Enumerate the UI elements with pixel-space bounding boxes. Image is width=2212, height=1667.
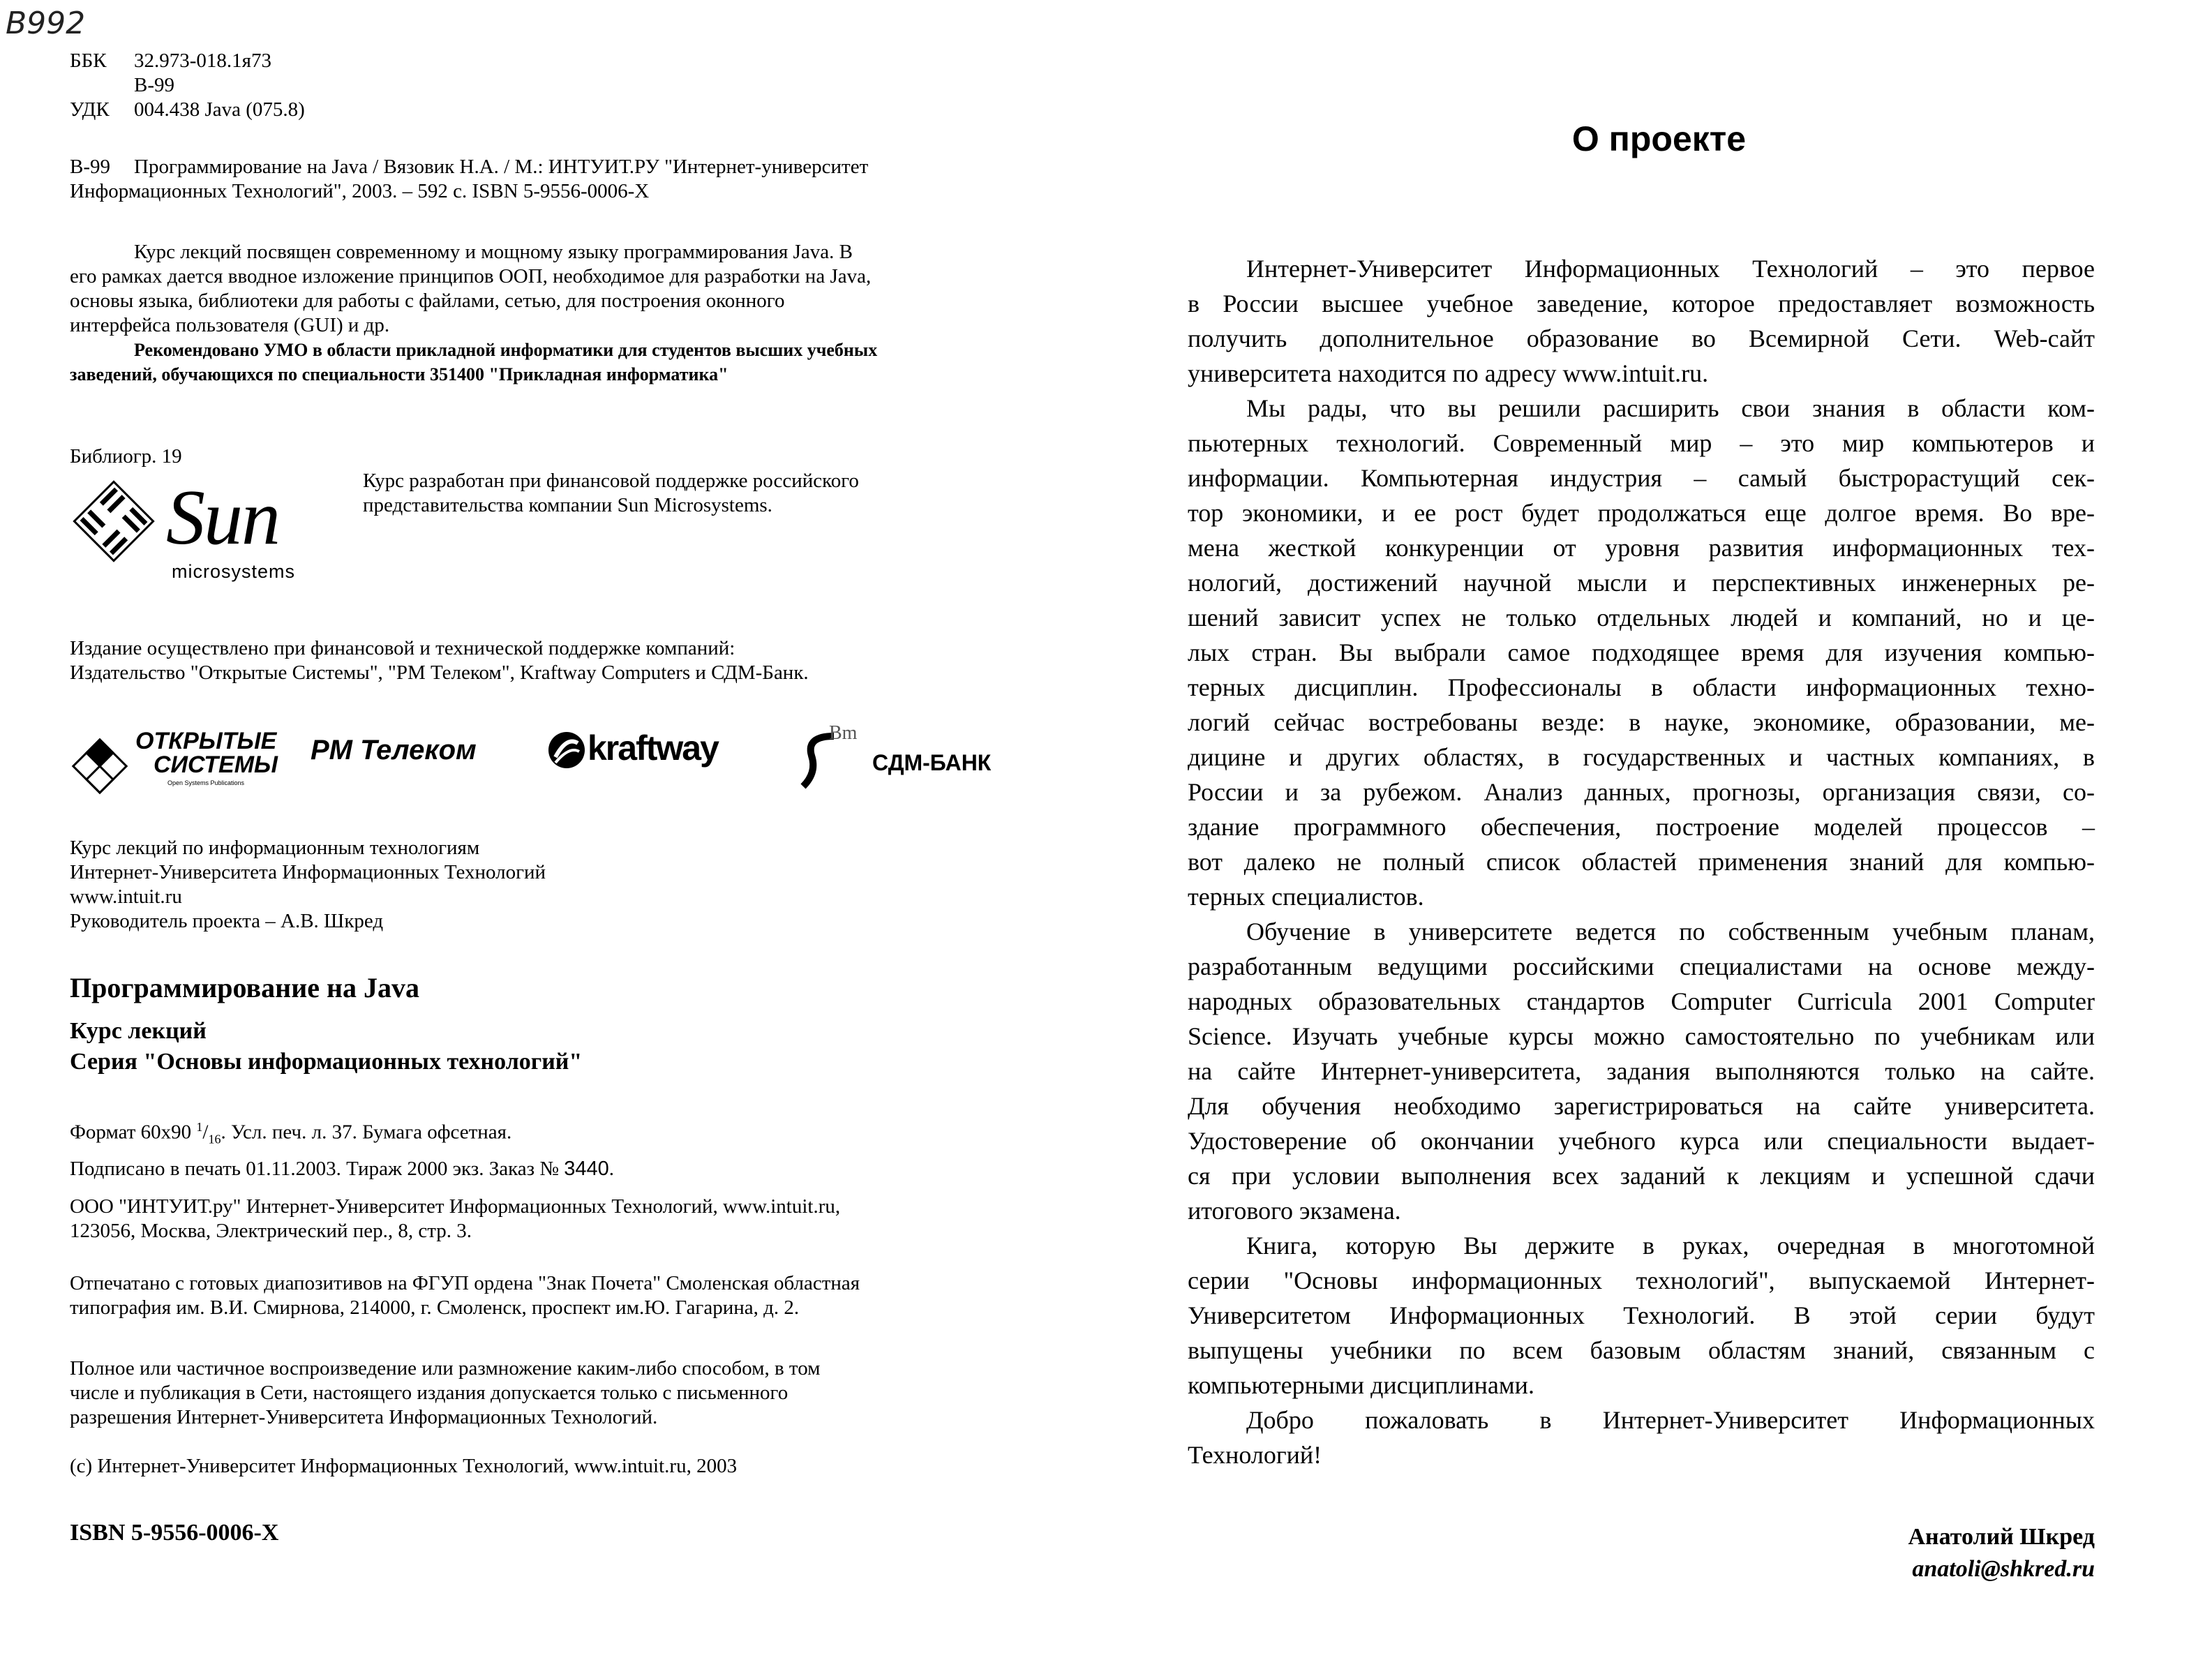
- classification-block: [70, 49, 305, 122]
- paragraph-line: на сайте Интернет-университета, задания выполняются только на сайте.: [1188, 1057, 2095, 1085]
- paragraph-line: дицине и других областях, в государственных и частных компаниях, в: [1188, 743, 2095, 771]
- paragraph-2: [1188, 391, 2095, 914]
- open-systems-line2: СИСТЕМЫ: [154, 752, 278, 778]
- paragraph-line: России и за рубежом. Анализ данных, прогнозы, организация связи, со-: [1188, 778, 2095, 806]
- format-frac-num: 1: [196, 1120, 203, 1134]
- udk-label: УДК: [70, 98, 110, 121]
- sun-text-line: представительства компании Sun Microsystems.: [363, 494, 772, 516]
- signed-text-end: .: [608, 1158, 614, 1181]
- signed-line: [70, 1157, 614, 1181]
- biblio-line-1: Программирование на Java / Вязовик Н.А. / М.: ИНТУИТ.РУ "Интернет-университет: [134, 156, 869, 178]
- recommendation-line: Рекомендовано УМО в области прикладной информатики для студентов высших учебных: [134, 340, 878, 360]
- printing-line: типография им. В.И. Смирнова, 214000, г. Смоленск, проспект им.Ю. Гагарина, д. 2.: [70, 1296, 800, 1319]
- paragraph-5: [1188, 1403, 2095, 1472]
- course-info-line: Курс лекций по информационным технологиям: [70, 837, 480, 859]
- page-title: О проекте: [1571, 119, 1747, 158]
- abstract: [70, 240, 1043, 387]
- format-block: [70, 1115, 614, 1181]
- paragraph-line: Удостоверение об окончании учебного курса или специальности выдает-: [1188, 1127, 2095, 1155]
- paragraph-line: серии "Основы информационных технологий", выпускаемой Интернет-: [1188, 1266, 2095, 1294]
- rm-telecom-logo: РМ Телеком: [311, 735, 477, 765]
- support-line: Издание осуществлено при финансовой и технической поддержке компаний:: [70, 637, 735, 659]
- copyright-line: Полное или частичное воспроизведение или размножение каким-либо способом, в том: [70, 1357, 821, 1380]
- paragraph-line: Добро пожаловать в Интернет-Университет Информационных: [1246, 1406, 2095, 1434]
- paragraph-3: [1188, 914, 2095, 1228]
- paragraph-line: получить дополнительное образование во Всемирной Сети. Web-сайт: [1188, 324, 2095, 352]
- signature-name: Анатолий Шкред: [1908, 1524, 2095, 1550]
- format-frac-den: 16: [208, 1132, 221, 1146]
- paragraph-line: логий сейчас востребованы везде: в науке, экономике, образовании, ме-: [1188, 708, 2095, 736]
- sun-diamond-icon: [68, 476, 159, 567]
- paragraph-line: нологий, достижений научной мысли и перспективных инженерных ре-: [1188, 569, 2095, 597]
- copyright-line: числе и публикация в Сети, настоящего издания допускается только с письменного: [70, 1382, 789, 1404]
- handwritten-mark: B992: [6, 6, 86, 41]
- bbk-label: ББК: [70, 50, 107, 72]
- book-subtitle: Курс лекций: [70, 1018, 207, 1044]
- udk-code: 004.438 Java (075.8): [134, 98, 305, 121]
- copyright-notice: (с) Интернет-Университет Информационных Технологий, www.intuit.ru, 2003: [70, 1455, 738, 1477]
- course-info-line: www.intuit.ru: [70, 885, 182, 908]
- kraftway-logo: kraftway: [588, 728, 718, 768]
- open-systems-cube-icon: [70, 736, 130, 796]
- course-info-line: Руководитель проекта – А.В. Шкред: [70, 910, 384, 932]
- support-text: [70, 636, 809, 685]
- paragraph-line: информации. Компьютерная индустрия – самый быстрорастущий сек-: [1188, 464, 2095, 492]
- printing-info: [70, 1271, 1043, 1320]
- paragraph-line: выпущены учебники по всем базовым областям знаний, связанным с: [1188, 1336, 2095, 1364]
- paragraph-line: мена жесткой конкуренции от уровня развития информационных тех-: [1188, 534, 2095, 562]
- course-info: [70, 836, 546, 934]
- support-line: Издательство "Открытые Системы", "РМ Телеком", Kraftway Computers и СДМ-Банк.: [70, 661, 809, 684]
- sun-logo: [68, 476, 334, 595]
- recommendation-line: заведений, обучающихся по специальности 351400 "Прикладная информатика": [70, 364, 728, 384]
- paragraph-line: лых стран. Вы выбрали самое подходящее время для изучения компью-: [1188, 638, 2095, 666]
- paragraph-line: шений зависит успех не только отдельных людей и компаний, но и це-: [1188, 604, 2095, 631]
- right-page: [1106, 0, 2212, 1667]
- order-number: 3440: [564, 1158, 609, 1181]
- paragraph-line: вот далеко не полный список областей применения знаний для компью-: [1188, 848, 2095, 876]
- sdm-bank-logo: СДМ-БАНК: [872, 750, 992, 775]
- sun-subtitle: microsystems: [172, 561, 296, 582]
- book-title: Программирование на Java: [70, 972, 420, 1003]
- open-systems-line1: ОТКРЫТЫЕ: [135, 728, 277, 754]
- paragraph-line: университета находится по адресу www.intuit.ru.: [1188, 359, 1709, 387]
- format-text-rest: . Усл. печ. л. 37. Бумага офсетная.: [221, 1121, 512, 1144]
- publisher-line: ООО "ИНТУИТ.ру" Интернет-Университет Информационных Технологий, www.intuit.ru,: [70, 1195, 841, 1218]
- paragraph-line: разработанным ведущими российскими специалистами на основе между-: [1188, 952, 2095, 980]
- course-info-line: Интернет-Университета Информационных Технологий: [70, 861, 546, 883]
- paragraph-line: терных дисциплин. Профессионалы в области информационных техно-: [1188, 673, 2095, 701]
- paragraph-line: Мы рады, что вы решили расширить свои знания в области ком-: [1246, 394, 2095, 422]
- paragraph-1: [1188, 251, 2095, 391]
- copyright-line: разрешения Интернет-Университета Информационных Технологий.: [70, 1406, 658, 1428]
- signature-email: anatoli@shkred.ru: [1912, 1556, 2095, 1582]
- abstract-line: основы языка, библиотеки для работы с файлами, сетью, для построения оконного: [70, 290, 785, 312]
- publisher-line: 123056, Москва, Электрический пер., 8, стр. 3.: [70, 1220, 472, 1242]
- open-systems-tagline: Open Systems Publications: [167, 779, 245, 786]
- biblio-count: Библиогр. 19: [70, 445, 182, 468]
- paragraph-line: пьютерных технологий. Современный мир – это мир компьютеров и: [1188, 429, 2095, 457]
- abstract-line: Курс лекций посвящен современному и мощному языку программирования Java. В: [134, 241, 853, 263]
- paragraph-line: ся при условии выполнения всех заданий к лекциям и успешной сдачи: [1188, 1162, 2095, 1190]
- sun-text-line: Курс разработан при финансовой поддержке российского: [363, 470, 859, 492]
- sun-support-text: [363, 469, 859, 518]
- paragraph-line: в России высшее учебное заведение, которое предоставляет возможность: [1188, 290, 2095, 317]
- abstract-line: его рамках дается вводное изложение принципов ООП, необходимое для разработки на Java,: [70, 265, 872, 287]
- copyright-warning: [70, 1356, 1043, 1430]
- paragraph-line: народных образовательных стандартов Computer Curricula 2001 Computer: [1188, 987, 2095, 1015]
- paragraph-line: Технологий!: [1188, 1441, 1322, 1469]
- isbn: ISBN 5-9556-0006-Х: [70, 1520, 279, 1546]
- biblio-code: В-99: [70, 156, 110, 178]
- paragraph-line: Для обучения необходимо зарегистрироваться на сайте университета.: [1188, 1092, 2095, 1120]
- sdm-mark: Bm: [829, 722, 858, 744]
- paragraph-line: компьютерными дисциплинами.: [1188, 1371, 1534, 1399]
- paragraph-line: тор экономики, и ее рост будет продолжаться еще долгое время. Во вре-: [1188, 499, 2095, 527]
- paragraph-line: Science. Изучать учебные курсы можно самостоятельно по учебникам или: [1188, 1022, 2095, 1050]
- format-text: Формат 60x90: [70, 1121, 192, 1144]
- paragraph-line: Книга, которую Вы держите в руках, очередная в многотомной: [1246, 1232, 2095, 1259]
- paragraph-line: терных специалистов.: [1188, 883, 1424, 911]
- author-mark: В-99: [134, 74, 174, 96]
- sun-wordmark: Sun: [166, 474, 279, 561]
- bbk-code: 32.973-018.1я73: [134, 50, 271, 72]
- biblio-entry: [70, 155, 1043, 204]
- paragraph-line: итогового экзамена.: [1188, 1197, 1401, 1225]
- format-line: Формат 60x90 $^1/_{16}$. Усл. печ. л. 37. Бумага офсетная.: [70, 1120, 512, 1146]
- printing-line: Отпечатано с готовых диапозитивов на ФГУП ордена "Знак Почета" Смоленская областная: [70, 1272, 860, 1294]
- sponsor-logos: [70, 722, 1047, 820]
- paragraph-line: здание программного обеспечения, построение моделей процессов –: [1188, 813, 2095, 841]
- signed-text: Подписано в печать 01.11.2003. Тираж 2000 экз. Заказ №: [70, 1158, 559, 1181]
- paragraph-line: Университетом Информационных Технологий. В этой серии будут: [1188, 1301, 2095, 1329]
- biblio-line-2: Информационных Технологий", 2003. – 592 с. ISBN 5-9556-0006-Х: [70, 180, 650, 202]
- publisher-info: [70, 1195, 1043, 1243]
- paragraph-4: [1188, 1228, 2095, 1403]
- paragraph-line: Обучение в университете ведется по собственным учебным планам,: [1246, 918, 2095, 945]
- book-series: Серия "Основы информационных технологий": [70, 1049, 583, 1075]
- paragraph-line: Интернет-Университет Информационных Технологий – это первое: [1246, 255, 2095, 283]
- kraftway-swirl-icon: [546, 729, 588, 771]
- abstract-line: интерфейса пользователя (GUI) и др.: [70, 314, 390, 336]
